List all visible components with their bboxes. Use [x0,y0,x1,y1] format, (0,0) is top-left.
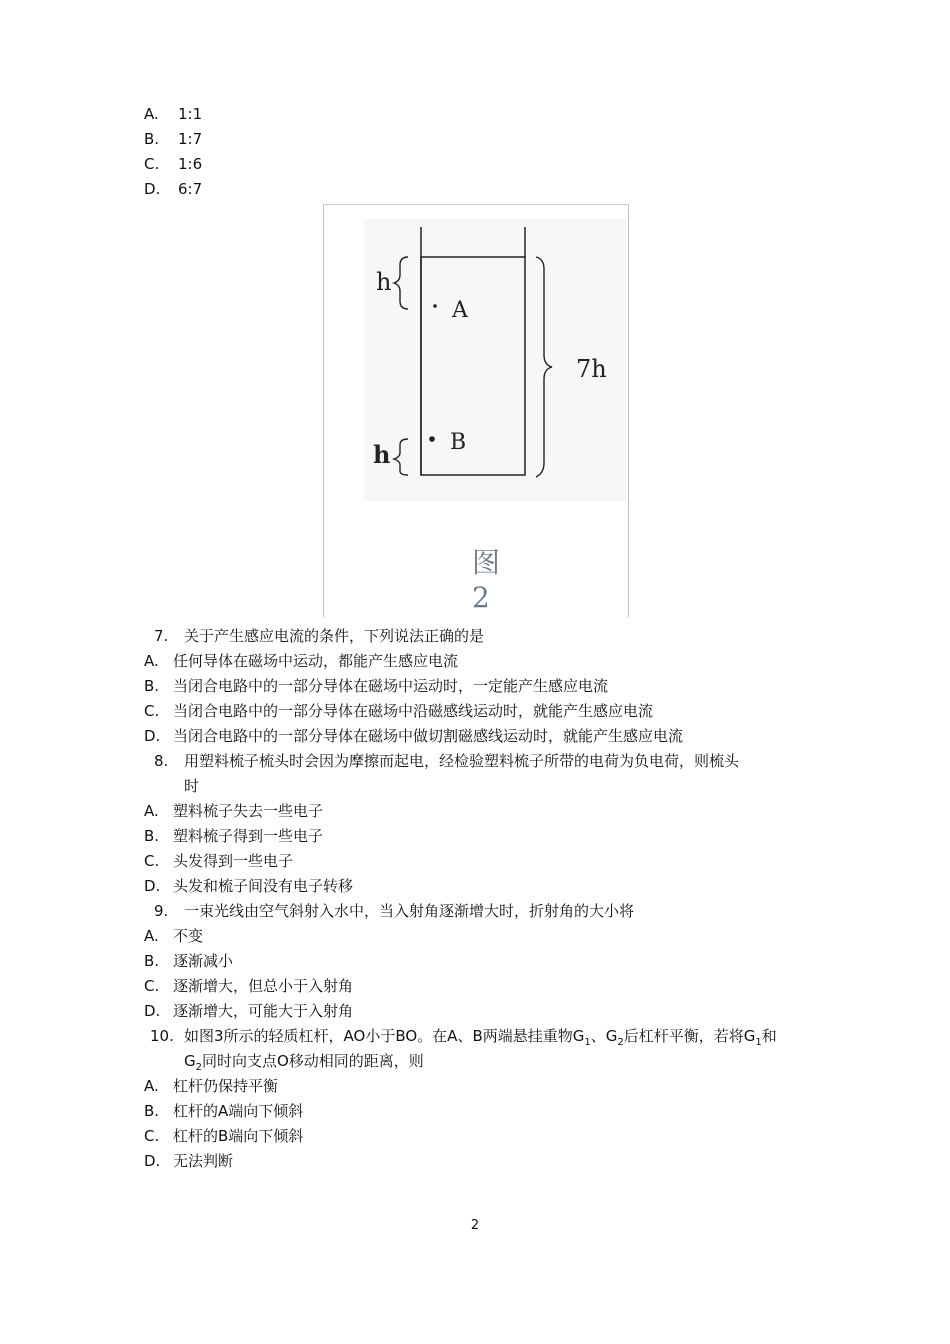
option-text: 6:7 [178,180,203,198]
option-text: 不变 [173,927,204,945]
subscript: 2 [617,1037,624,1048]
point-b-dot [429,436,435,442]
question-stem-continued [184,1051,424,1078]
option-label: B. [144,1102,160,1120]
question-number: 8. [154,752,169,770]
option-label: A. [144,652,159,670]
option-label: A. [144,105,159,123]
option-text: 1:1 [178,105,203,123]
option-label: C. [144,1127,160,1145]
figure-2 [323,204,629,617]
label-point-a: A [452,298,468,323]
option-text: 逐渐增大，可能大于入射角 [173,1002,354,1020]
page-number: 2 [470,1218,480,1233]
option-text: 1:7 [178,130,203,148]
option-text: 头发得到一些电子 [173,852,294,870]
label-h-top: h [376,268,392,296]
option-label: A. [144,802,159,820]
option-text: 任何导体在磁场中运动，都能产生感应电流 [173,652,459,670]
option-label: A. [144,927,159,945]
label-h-bottom: h [373,440,391,469]
label-point-b: B [450,430,467,455]
stem-part: 同时向支点O移动相同的距离，则 [202,1052,424,1070]
option-text: 无法判断 [173,1152,234,1170]
option-label: C. [144,977,160,995]
option-text: 当闭合电路中的一部分导体在磁场中运动时，一定能产生感应电流 [173,677,609,695]
option-text: 杠杆仍保持平衡 [173,1077,279,1095]
question-number: 9. [154,902,169,920]
option-label: D. [144,1152,161,1170]
option-text: 塑料梳子得到一些电子 [173,827,324,845]
stem-part: 、G [590,1027,618,1045]
option-text: 头发和梳子间没有电子转移 [173,877,354,895]
question-number: 7. [154,627,169,645]
question-number: 10. [150,1027,174,1045]
question-stem-continued: 时 [184,777,200,795]
option-label: D. [144,1002,161,1020]
option-label: B. [144,677,160,695]
option-label: D. [144,727,161,745]
question-stem [184,1026,777,1053]
question-stem: 一束光线由空气斜射入水中，当入射角逐渐增大时，折射角的大小将 [184,902,635,920]
option-label: B. [144,952,160,970]
option-label: B. [144,130,160,148]
question-stem: 关于产生感应电流的条件，下列说法正确的是 [184,627,485,645]
option-label: C. [144,852,160,870]
option-text: 逐渐减小 [173,952,234,970]
option-text: 塑料梳子失去一些电子 [173,802,324,820]
stem-part: 后杠杆平衡，若将G [623,1027,756,1045]
option-text: 当闭合电路中的一部分导体在磁场中做切割磁感线运动时，就能产生感应电流 [173,727,684,745]
subscript: 1 [584,1037,591,1048]
option-label: A. [144,1077,159,1095]
question-stem: 用塑料梳子梳头时会因为摩擦而起电，经检验塑料梳子所带的电荷为负电荷，则梳头 [184,752,740,770]
label-7h: 7h [576,355,607,383]
stem-part: 如图3所示的轻质杠杆，AO小于BO。在A、B两端悬挂重物G [184,1027,585,1045]
stem-part: G [184,1052,196,1070]
option-label: B. [144,827,160,845]
option-text: 杠杆的B端向下倾斜 [173,1127,304,1145]
subscript: 2 [195,1062,202,1073]
option-text: 逐渐增大，但总小于入射角 [173,977,354,995]
option-label: C. [144,155,160,173]
option-text: 当闭合电路中的一部分导体在磁场中沿磁感线运动时，就能产生感应电流 [173,702,654,720]
subscript: 1 [755,1037,762,1048]
option-text: 1:6 [178,155,203,173]
figure-caption: 图 2 [472,546,513,614]
option-label: D. [144,877,161,895]
option-text: 杠杆的A端向下倾斜 [173,1102,304,1120]
option-label: C. [144,702,160,720]
stem-part: 和 [761,1027,777,1045]
point-a-dot [433,304,437,308]
option-label: D. [144,180,161,198]
